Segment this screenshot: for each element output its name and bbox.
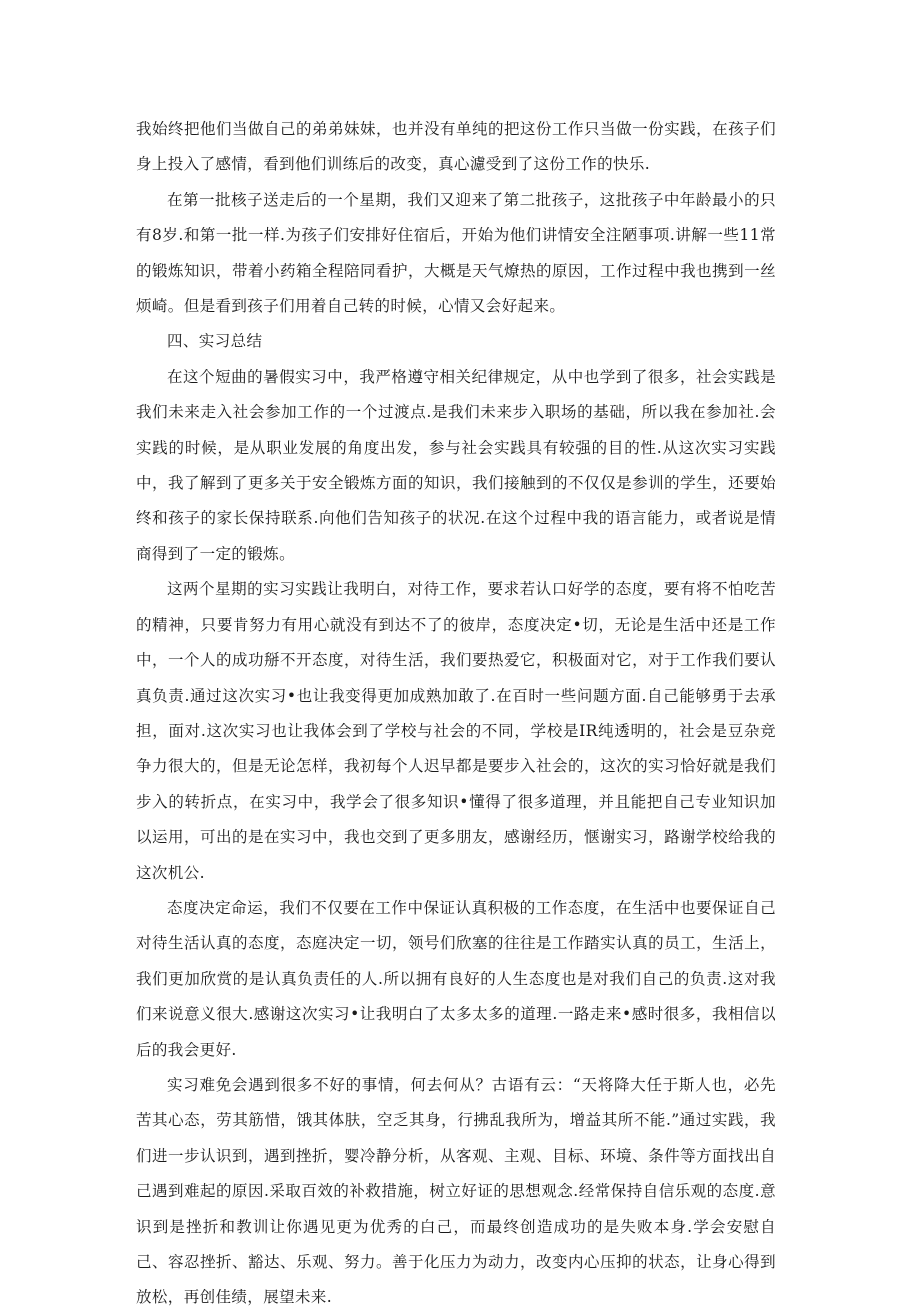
section-heading-internship-summary: 四、实习总结 xyxy=(167,332,263,351)
paragraph-attitude: 态度决定命运，我们不仅要在工作中保证认真积极的工作态度，在生活中也要保证自己对待生活认真的态度，态庭决定一切，领号们欣塞的往往是工作踏实认真的员工，生活上，我们更加欣赏的是认真负责任的人.所以拥有良好的人生态度也是对我们自己的负责.这对我们来说意义很大.感谢这次实习•让我明白了太多太多的道理.一路走来•感时很多，我相信以后的我会更好. xyxy=(136,898,776,1059)
paragraph-two-weeks: 这两个星期的实习实践让我明白，对待工作，要求若认口好学的态度，要有将不怕吃苦的精神，只要肯努力有用心就没有到达不了的彼岸，态度决定•切，无论是生活中还是工作中，一个人的成功掰不开态度，对待生活，我们要热爱它，积极面对它，对于工作我们要认真负责.通过这次实习•也让我变得更加成熟加敢了.在百时一些问题方面.自己能够勇于去承担，面对.这次实习也让我体会到了学校与社会的不同，学校是IR纯透明的，社会是豆杂竞争力很大的，但是无论怎样，我初每个人迟早都是要步入社会的，这次的实习恰好就是我们步入的转折点，在实习中，我学会了很多知识•懂得了很多道理，并且能把自己专业知识加以运用，可出的是在实习中，我也交到了更多朋友，感谢经历，惬谢实习，路谢学校给我的这次机公. xyxy=(136,580,776,882)
paragraph-summary-intro: 在这个短曲的暑假实习中，我严格遵守相关纪律规定，从中也学到了很多，社会实践是我们未来走入社会参加工作的一个过渡点.是我们未来步入职场的基础，所以我在参加社.会实践的时候，是从职业发展的角度出发，参与社会实践具有较强的目的性.从这次实习实践中，我了解到了更多关于安全锻炼方面的知识，我们接触到的不仅仅是参训的学生，还要始终和孩子的家长保持联系.向他们告知孩子的状况.在这个过程中我的语言能力，或者说是情商得到了一定的锻炼。 xyxy=(136,367,776,563)
paragraph-setbacks: 实习难免会遇到很多不好的事情，何去何从？古语有云：“天将降大任于斯人也，必先苦其心态，劳其筋惜，饿其体肤，空乏其身，行拂乱我所为，增益其所不能.”通过实践，我们进一步认识到，遇到挫折，婴冷静分析，从客观、主观、目标、环境、条件等方面找出自己遇到难起的原因.采取百效的补救措施，树立好证的思想观念.经常保持自信乐观的态度.意识到是挫折和教训让你遇见更为优秀的白己，而最终创造成功的是失败本身.学会安慰自己、容忍挫折、豁达、乐观、努力。善于化压力为动力，改变内心压抑的状态，让身心得到放松，再创佳绩，展望未来. xyxy=(136,1075,776,1307)
paragraph-second-batch: 在第一批核子送走后的一个星期，我们又迎来了第二批孩子，这批孩子中年龄最小的只有8岁.和第一批一样.为孩子们安排好住宿后，开始为他们讲情安全注陋事项.讲解一些11常的锻炼知识，带着小药箱全程陪同看护，大概是天气燎热的原因，工作过程中我也携到一丝烦崎。但是看到孩子们用着自己转的时候，心情又会好起来。 xyxy=(136,190,776,316)
paragraph-continuation: 我始终把他们当做自己的弟弟妹妹，也并没有单纯的把这份工作只当做一份实践，在孩子们身上投入了感情，看到他们训练后的改变，真心濾受到了这份工作的快乐. xyxy=(136,120,776,174)
document-body xyxy=(136,112,776,1316)
